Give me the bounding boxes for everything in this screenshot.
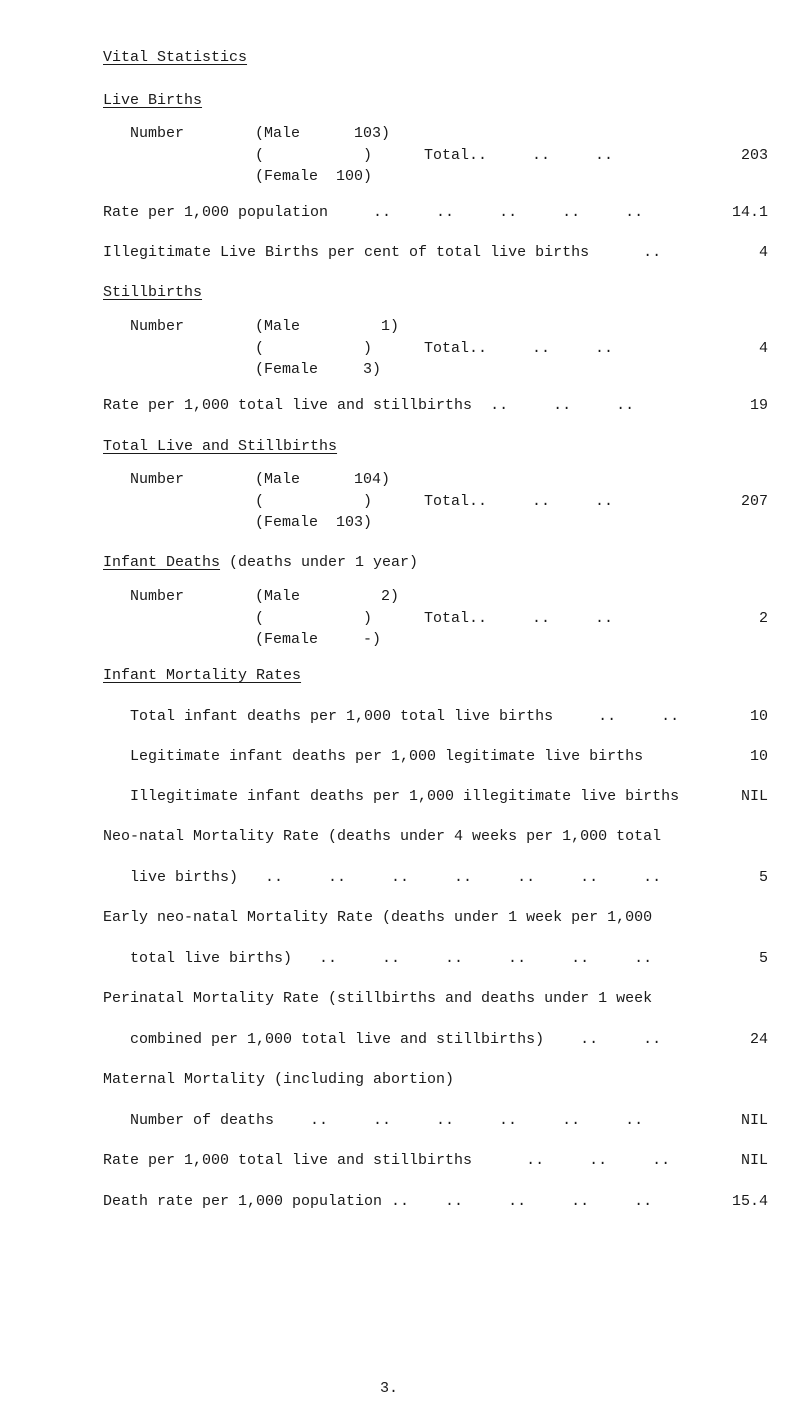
stillbirths-heading: Stillbirths <box>103 284 203 301</box>
mortality-row-value: NIL <box>740 788 768 805</box>
infant-deaths-heading: Infant Deaths <box>103 554 221 571</box>
mortality-row-value: 10 <box>749 708 768 725</box>
live-births-female: (Female 100) <box>255 168 373 185</box>
total-live-still-heading: Total Live and Stillbirths <box>103 438 338 455</box>
page-title: Vital Statistics <box>103 49 248 66</box>
stillbirths-female: (Female 3) <box>255 361 382 378</box>
maternal-heading: Maternal Mortality (including abortion) <box>103 1071 455 1088</box>
mortality-row-value: 10 <box>749 748 768 765</box>
stillbirths-male: (Male 1) <box>255 318 400 335</box>
live-births-rate: 14.1 <box>731 204 768 221</box>
infant-deaths-total: 2 <box>758 610 768 627</box>
stillbirths-number-label: Number <box>130 318 185 335</box>
mortality-row-label: Total infant deaths per 1,000 total live births .. .. <box>130 708 680 725</box>
live-births-heading: Live Births <box>103 92 203 109</box>
infant-deaths-total-label: Total.. .. .. <box>424 610 614 627</box>
perinatal-label-line1: Perinatal Mortality Rate (stillbirths and deaths under 1 week <box>103 990 653 1007</box>
total-live-still-male: (Male 104) <box>255 471 391 488</box>
early-neonatal-value: 5 <box>758 950 768 967</box>
stillbirths-paren: ( ) <box>255 340 373 357</box>
mortality-row-label: Illegitimate infant deaths per 1,000 illegitimate live births <box>130 788 680 805</box>
total-live-still-number-label: Number <box>130 471 185 488</box>
infant-mortality-heading: Infant Mortality Rates <box>103 667 302 684</box>
death-rate-value: 15.4 <box>731 1193 768 1210</box>
maternal-number-value: NIL <box>740 1112 768 1129</box>
early-neonatal-label-line1: Early neo-natal Mortality Rate (deaths under 1 week per 1,000 <box>103 909 653 926</box>
total-live-still-total: 207 <box>740 493 768 510</box>
maternal-number-label: Number of deaths .. .. .. .. .. .. <box>130 1112 644 1129</box>
early-neonatal-label-line2: total live births) .. .. .. .. .. .. <box>130 950 653 967</box>
total-live-still-paren: ( ) <box>255 493 373 510</box>
neonatal-label-line2: live births) .. .. .. .. .. .. .. <box>130 869 662 886</box>
illegitimate-value: 4 <box>758 244 768 261</box>
perinatal-label-line2: combined per 1,000 total live and stillbirths) .. .. <box>130 1031 662 1048</box>
infant-deaths-male: (Male 2) <box>255 588 400 605</box>
live-births-male: (Male 103) <box>255 125 391 142</box>
perinatal-value: 24 <box>749 1031 768 1048</box>
stillbirths-rate: 19 <box>749 397 768 414</box>
infant-deaths-heading-suffix: (deaths under 1 year) <box>220 554 419 571</box>
stillbirths-rate-label: Rate per 1,000 total live and stillbirths .. .. .. <box>103 397 635 414</box>
infant-deaths-heading-line <box>103 554 418 572</box>
infant-deaths-number-label: Number <box>130 588 185 605</box>
neonatal-value: 5 <box>758 869 768 886</box>
mortality-row-label: Legitimate infant deaths per 1,000 legitimate live births <box>130 748 644 765</box>
stillbirths-total-label: Total.. .. .. <box>424 340 614 357</box>
death-rate-label: Death rate per 1,000 population .. .. .. .. .. <box>103 1193 653 1210</box>
live-births-rate-label: Rate per 1,000 population .. .. .. .. .. <box>103 204 644 221</box>
live-births-number-label: Number <box>130 125 185 142</box>
live-births-total: 203 <box>740 147 768 164</box>
infant-deaths-female: (Female -) <box>255 631 382 648</box>
infant-deaths-paren: ( ) <box>255 610 373 627</box>
maternal-rate-value: NIL <box>740 1152 768 1169</box>
stillbirths-total: 4 <box>758 340 768 357</box>
illegitimate-label: Illegitimate Live Births per cent of total live births .. <box>103 244 662 261</box>
page-number: 3. <box>380 1380 399 1397</box>
neonatal-label-line1: Neo-natal Mortality Rate (deaths under 4 weeks per 1,000 total <box>103 828 662 845</box>
live-births-paren: ( ) <box>255 147 373 164</box>
live-births-total-label: Total.. .. .. <box>424 147 614 164</box>
total-live-still-female: (Female 103) <box>255 514 373 531</box>
total-live-still-total-label: Total.. .. .. <box>424 493 614 510</box>
maternal-rate-label: Rate per 1,000 total live and stillbirths .. .. .. <box>103 1152 671 1169</box>
